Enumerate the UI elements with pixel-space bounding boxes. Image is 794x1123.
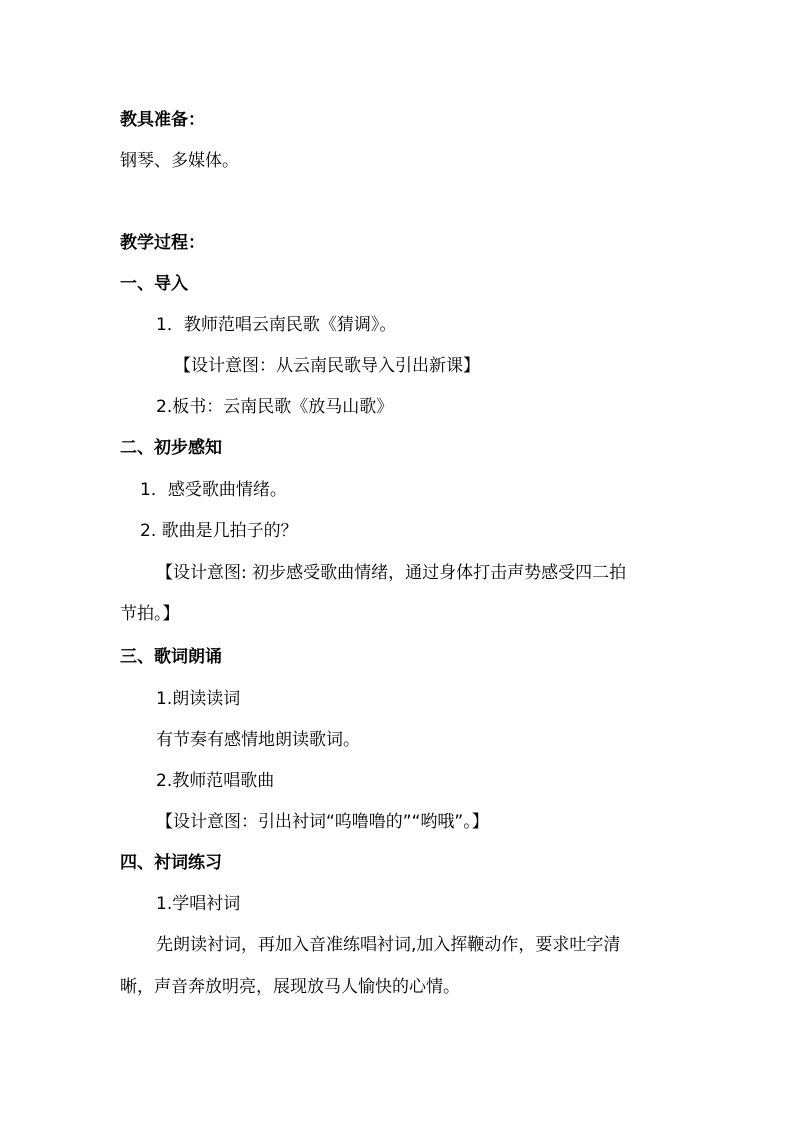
- list-item: 1.学唱衬词: [156, 894, 241, 914]
- section-title-vocables: 四、衬词练习: [120, 853, 222, 873]
- list-item: 2. 歌曲是几拍子的？: [140, 521, 298, 541]
- design-intent-note: 【设计意图：从云南民歌导入引出新课】: [174, 356, 480, 376]
- design-intent-note-continuation: 节拍。】: [120, 604, 180, 624]
- section-title-intro: 一、导入: [120, 274, 188, 294]
- list-item: 1.朗读读词: [156, 689, 241, 709]
- list-item: 1．感受歌曲情绪。: [140, 480, 287, 500]
- section-title-perception: 二、初步感知: [120, 438, 222, 458]
- section-title-lyrics: 三、歌词朗诵: [120, 647, 222, 667]
- teaching-process-heading: 教学过程：: [120, 233, 205, 253]
- design-intent-note: 【设计意图: 初步感受歌曲情绪，通过身体打击声势感受四二拍: [156, 563, 627, 583]
- paragraph-continuation: 晰，声音奔放明亮，展现放马人愉快的心情。: [120, 977, 460, 997]
- paragraph: 有节奏有感情地朗读歌词。: [156, 730, 360, 750]
- list-item: 2.板书：云南民歌《放马山歌》: [156, 397, 394, 417]
- paragraph: 先朗读衬词，再加入音准练唱衬词,加入挥鞭动作，要求吐字清: [156, 935, 621, 955]
- design-intent-note: 【设计意图：引出衬词“呜噜噜的”“哟哦”。】: [156, 812, 489, 832]
- list-item: 1．教师范唱云南民歌《猜调》。: [156, 315, 397, 335]
- teaching-aids-content: 钢琴、多媒体。: [120, 151, 239, 171]
- teaching-aids-heading: 教具准备：: [120, 110, 205, 130]
- list-item: 2.教师范唱歌曲: [156, 771, 275, 791]
